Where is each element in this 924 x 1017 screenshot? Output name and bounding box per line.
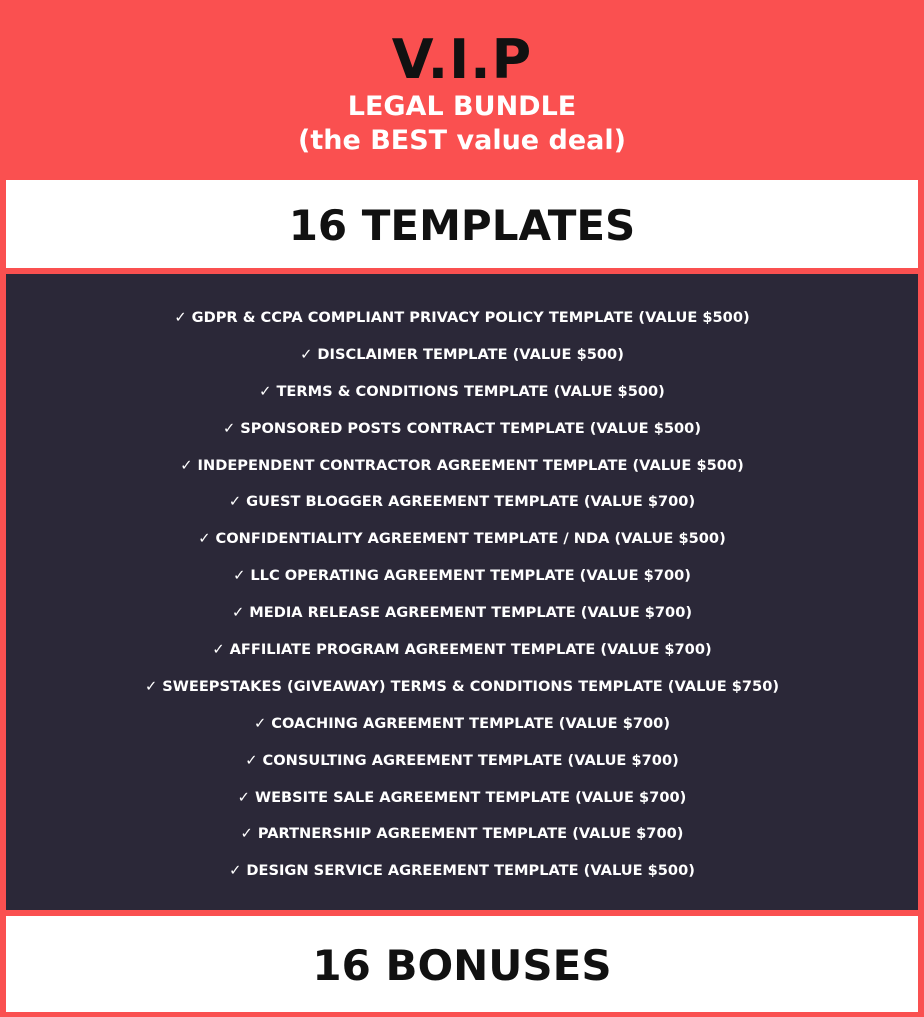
template-item: ✓ CONSULTING AGREEMENT TEMPLATE (VALUE $700) xyxy=(245,751,679,769)
template-item: ✓ DESIGN SERVICE AGREEMENT TEMPLATE (VALUE $500) xyxy=(229,862,695,880)
template-item: ✓ INDEPENDENT CONTRACTOR AGREEMENT TEMPLATE (VALUE $500) xyxy=(180,456,744,474)
template-item: ✓ PARTNERSHIP AGREEMENT TEMPLATE (VALUE $700) xyxy=(240,825,684,843)
bundle-title: V.I.P xyxy=(391,28,533,91)
template-item: ✓ WEBSITE SALE AGREEMENT TEMPLATE (VALUE $700) xyxy=(237,788,687,806)
bundle-subtitle-line-2: (the BEST value deal) xyxy=(298,125,626,156)
bundle-header xyxy=(0,0,924,176)
templates-list xyxy=(6,300,918,890)
template-item: ✓ SPONSORED POSTS CONTRACT TEMPLATE (VALUE $500) xyxy=(222,419,701,437)
template-item: ✓ TERMS & CONDITIONS TEMPLATE (VALUE $500) xyxy=(259,382,665,400)
template-item: ✓ DISCLAIMER TEMPLATE (VALUE $500) xyxy=(300,345,624,363)
template-item: ✓ GUEST BLOGGER AGREEMENT TEMPLATE (VALUE $700) xyxy=(228,493,696,511)
bonuses-heading: 16 BONUSES xyxy=(6,916,918,1012)
template-item: ✓ LLC OPERATING AGREEMENT TEMPLATE (VALUE $700) xyxy=(233,567,691,585)
template-item: ✓ SWEEPSTAKES (GIVEAWAY) TERMS & CONDITIONS TEMPLATE (VALUE $750) xyxy=(144,677,780,695)
template-item: ✓ CONFIDENTIALITY AGREEMENT TEMPLATE / NDA (VALUE $500) xyxy=(198,530,726,548)
templates-heading: 16 TEMPLATES xyxy=(6,180,918,268)
template-item: ✓ MEDIA RELEASE AGREEMENT TEMPLATE (VALUE $700) xyxy=(231,604,693,622)
template-item: ✓ COACHING AGREEMENT TEMPLATE (VALUE $700) xyxy=(254,714,670,732)
template-item: ✓ GDPR & CCPA COMPLIANT PRIVACY POLICY TEMPLATE (VALUE $500) xyxy=(174,309,750,326)
bundle-subtitle-line-1: LEGAL BUNDLE xyxy=(347,91,577,122)
template-item: ✓ AFFILIATE PROGRAM AGREEMENT TEMPLATE (VALUE $700) xyxy=(212,641,712,659)
bundle-subtitle xyxy=(0,90,924,158)
templates-list-panel xyxy=(6,274,918,910)
